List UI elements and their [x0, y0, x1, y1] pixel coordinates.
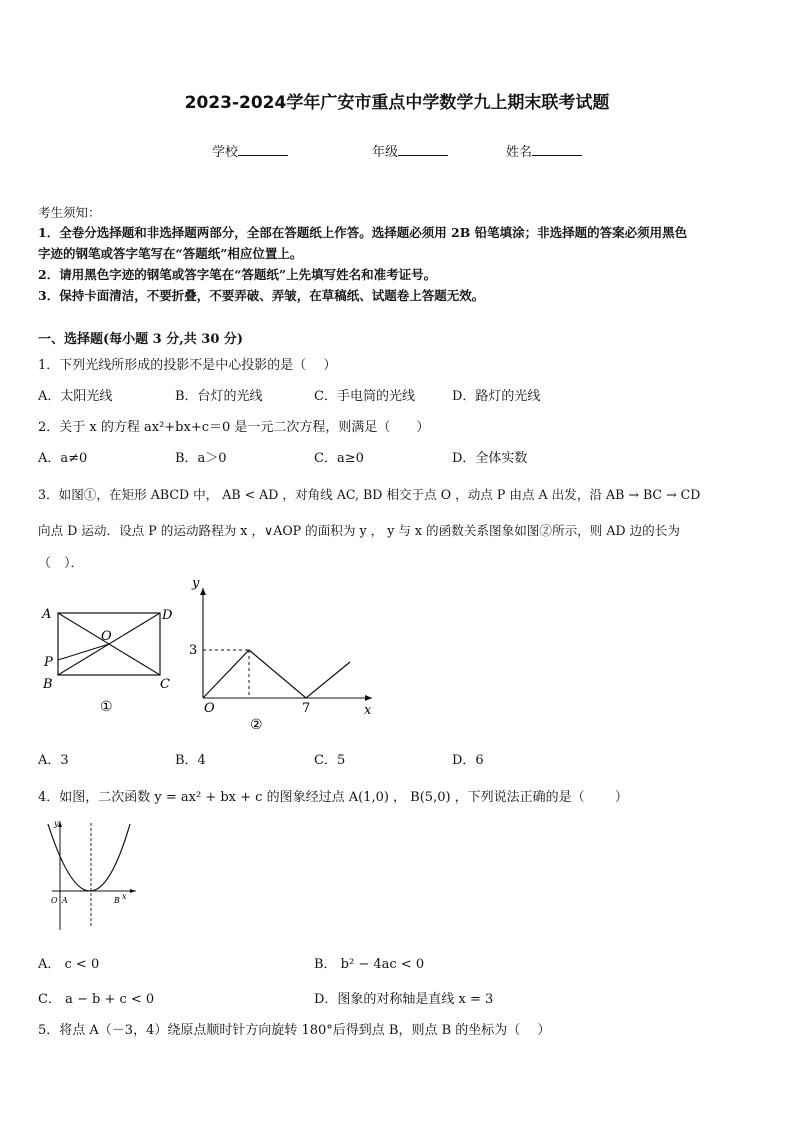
y-axis-arrow — [58, 821, 62, 827]
label-d: D — [162, 608, 173, 623]
x-axis-arrow — [130, 889, 136, 893]
label-c: C — [160, 677, 170, 692]
point-a-label: A — [62, 896, 68, 905]
point-b-label: B — [114, 896, 120, 905]
x-axis-arrow — [365, 695, 372, 701]
label-o: O — [101, 629, 112, 644]
q1-option-b: B．台灯的光线 — [175, 389, 263, 404]
q3-stem-line-2: 向点 D 运动．设点 P 的运动路程为 x ，∨AOP 的面积为 y ， y 与 x 的函数关系图象如图②所示，则 AD 边的长为 — [38, 523, 680, 538]
label-b: B — [43, 677, 53, 692]
grade-blank — [398, 143, 448, 156]
figure-2-graph — [182, 574, 382, 734]
q3-stem-line-1: 3．如图①，在矩形 ABCD 中， AB < AD ，对角线 AC, BD 相交于点 O ，动点 P 由点 A 出发，沿 AB → BC → CD — [38, 487, 701, 502]
q3-option-b: B．4 — [175, 753, 206, 768]
school-label: 学校 — [212, 145, 239, 160]
q2-option-a: A．a≠0 — [38, 451, 88, 466]
segment-po — [58, 644, 109, 660]
q3-option-a: A．3 — [38, 753, 69, 768]
notice-item-3: 3．保持卡面清洁，不要折叠，不要弄破、弄皱，在草稿纸、试题卷上答题无效。 — [38, 288, 485, 303]
tick-3: 3 — [189, 643, 198, 658]
q1-stem: 1．下列光线所形成的投影不是中心投影的是（ ） — [38, 358, 337, 373]
y-label: y — [54, 819, 59, 828]
label-a: A — [42, 607, 52, 622]
q4-option-d: D．图象的对称轴是直线 x = 3 — [314, 992, 494, 1007]
tick-7: 7 — [302, 701, 311, 716]
section-heading: 一、选择题(每小题 3 分,共 30 分) — [38, 332, 244, 347]
name-field — [506, 141, 582, 160]
q2-stem: 2．关于 x 的方程 ax²+bx+c＝0 是一元二次方程，则满足（ ） — [38, 420, 430, 435]
function-line — [203, 650, 350, 698]
q4-option-c: C． a − b + c < 0 — [38, 992, 155, 1007]
school-field — [212, 141, 288, 160]
y-axis-arrow — [200, 588, 206, 595]
notice-item-1-line-1: 1．全卷分选择题和非选择题两部分，全部在答题纸上作答。选择题必须用 2B 铅笔填涂；非选择题的答案必须用黑色 — [38, 225, 688, 240]
q4-stem: 4．如图，二次函数 y = ax² + bx + c 的图象经过点 A(1,0) ， B(5,0) ，下列说法正确的是（ ） — [38, 790, 628, 805]
name-blank — [532, 143, 582, 156]
figure-3-parabola — [40, 818, 140, 933]
notice-item-2: 2．请用黑色字迹的钢笔或答字笔在“答题纸”上先填写姓名和准考证号。 — [38, 267, 437, 282]
q4-option-a: A． c < 0 — [38, 957, 100, 972]
notice-heading: 考生须知： — [38, 205, 101, 220]
y-label: y — [192, 576, 200, 591]
q2-option-b: B．a＞0 — [175, 451, 227, 466]
origin-label: O — [51, 896, 58, 905]
q5-stem: 5．将点 A（－3，4）绕原点顺时针方向旋转 180°后得到点 B，则点 B 的坐标为（ ） — [38, 1023, 551, 1038]
name-label: 姓名 — [506, 145, 533, 160]
q2-option-c: C．a≥0 — [314, 451, 364, 466]
x-label: x — [364, 703, 372, 718]
q1-option-c: C．手电筒的光线 — [314, 389, 415, 404]
school-blank — [238, 143, 288, 156]
page-title: 2023-2024学年广安市重点中学数学九上期末联考试题 — [184, 93, 610, 113]
notice-item-1-line-2: 字迹的钢笔或答字笔写在“答题纸”相应位置上。 — [38, 246, 303, 261]
q1-option-a: A．太阳光线 — [38, 389, 113, 404]
q3-stem-line-3: （ ）． — [38, 556, 84, 571]
grade-field — [372, 141, 448, 160]
figure-1-rectangle — [38, 598, 188, 720]
x-label: x — [122, 892, 127, 901]
q3-option-d: D．6 — [452, 753, 484, 768]
label-p: P — [44, 655, 53, 670]
figure-2-caption: ② — [250, 717, 263, 733]
q4-option-b: B． b² − 4ac < 0 — [314, 957, 425, 972]
q1-option-d: D．路灯的光线 — [452, 389, 541, 404]
q2-option-d: D．全体实数 — [452, 451, 528, 466]
origin-label: O — [204, 701, 215, 716]
q3-option-c: C．5 — [314, 753, 346, 768]
figure-1-caption: ① — [100, 699, 113, 715]
grade-label: 年级 — [372, 145, 399, 160]
